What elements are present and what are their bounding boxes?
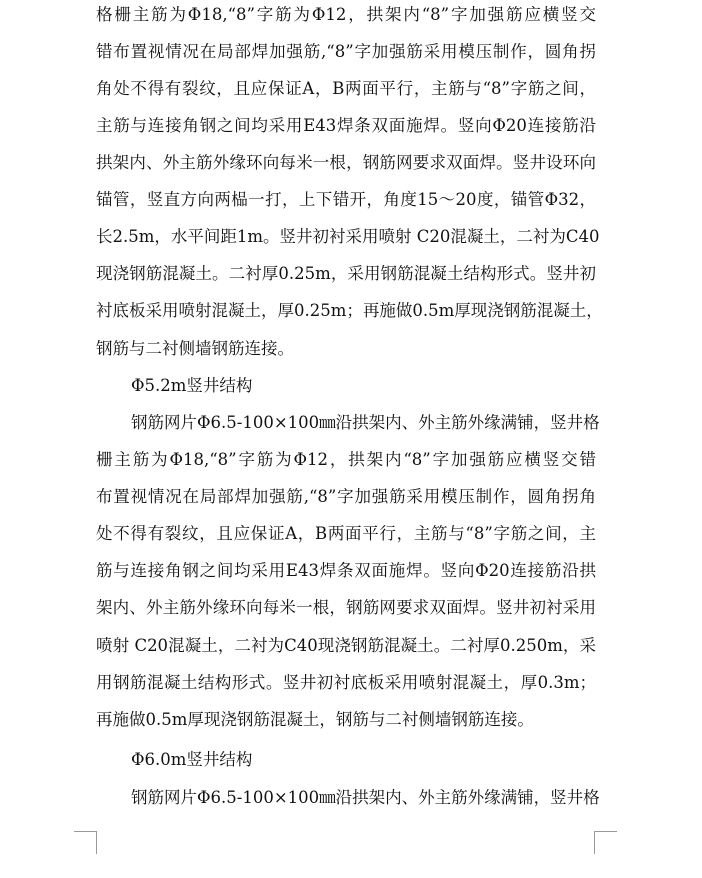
paragraph-line: 角处不得有裂纹，且应保证A，B两面平行，主筋与“8”字筋之间，	[96, 79, 596, 98]
page-corner-mark-left	[74, 831, 97, 854]
paragraph-line: 处不得有裂纹，且应保证A，B两面平行，主筋与“8”字筋之间，主	[96, 524, 596, 543]
paragraph-line: 长2.5m，水平间距1m。竖井初衬采用喷射 C20混凝土，二衬为C40	[96, 227, 600, 246]
paragraph-line: 钢筋网片Φ6.5-100×100㎜沿拱架内、外主筋外缘满铺，竖井格	[131, 413, 600, 432]
paragraph-line: 钢筋与二衬侧墙钢筋连接。	[96, 339, 294, 358]
page-corner-mark-right	[594, 831, 617, 854]
paragraph-line: 栅主筋为Φ18,“8”字筋为Φ12，拱架内“8”字加强筋应横竖交错	[96, 450, 596, 469]
paragraph-line: 主筋与连接角钢之间均采用E43焊条双面施焊。竖向Φ20连接筋沿	[96, 116, 596, 135]
paragraph-line: 用钢筋混凝土结构形式。竖井初衬底板采用喷射混凝土，厚0.3m；	[96, 673, 596, 692]
paragraph-line: 再施做0.5m厚现浇钢筋混凝土，钢筋与二衬侧墙钢筋连接。	[96, 710, 534, 729]
paragraph-line: 筋与连接角钢之间均采用E43焊条双面施焊。竖向Φ20连接筋沿拱	[96, 561, 596, 580]
paragraph-line: 现浇钢筋混凝土。二衬厚0.25m，采用钢筋混凝土结构形式。竖井初	[96, 264, 596, 283]
paragraph-line: 格栅主筋为Φ18,“8”字筋为Φ12，拱架内“8”字加强筋应横竖交	[96, 5, 596, 24]
paragraph-line: 布置视情况在局部焊加强筋,“8”字加强筋采用模压制作，圆角拐角	[96, 487, 596, 506]
section-heading: Φ5.2m竖井结构	[131, 376, 253, 395]
paragraph-line: 钢筋网片Φ6.5-100×100㎜沿拱架内、外主筋外缘满铺，竖井格	[131, 788, 600, 807]
paragraph-line: 拱架内、外主筋外缘环向每米一根，钢筋网要求双面焊。竖井设环向	[96, 153, 596, 172]
paragraph-line: 锚管，竖直方向两榀一打，上下错开，角度15～20度，锚管Φ32，	[96, 190, 596, 209]
section-heading: Φ6.0m竖井结构	[131, 750, 253, 769]
paragraph-line: 架内、外主筋外缘环向每米一根，钢筋网要求双面焊。竖井初衬采用	[96, 598, 596, 617]
paragraph-line: 喷射 C20混凝土，二衬为C40现浇钢筋混凝土。二衬厚0.250m，采	[96, 636, 596, 655]
paragraph-line: 错布置视情况在局部焊加强筋,“8”字加强筋采用模压制作，圆角拐	[96, 42, 596, 61]
paragraph-line: 衬底板采用喷射混凝土，厚0.25m；再施做0.5m厚现浇钢筋混凝土，	[96, 301, 603, 320]
